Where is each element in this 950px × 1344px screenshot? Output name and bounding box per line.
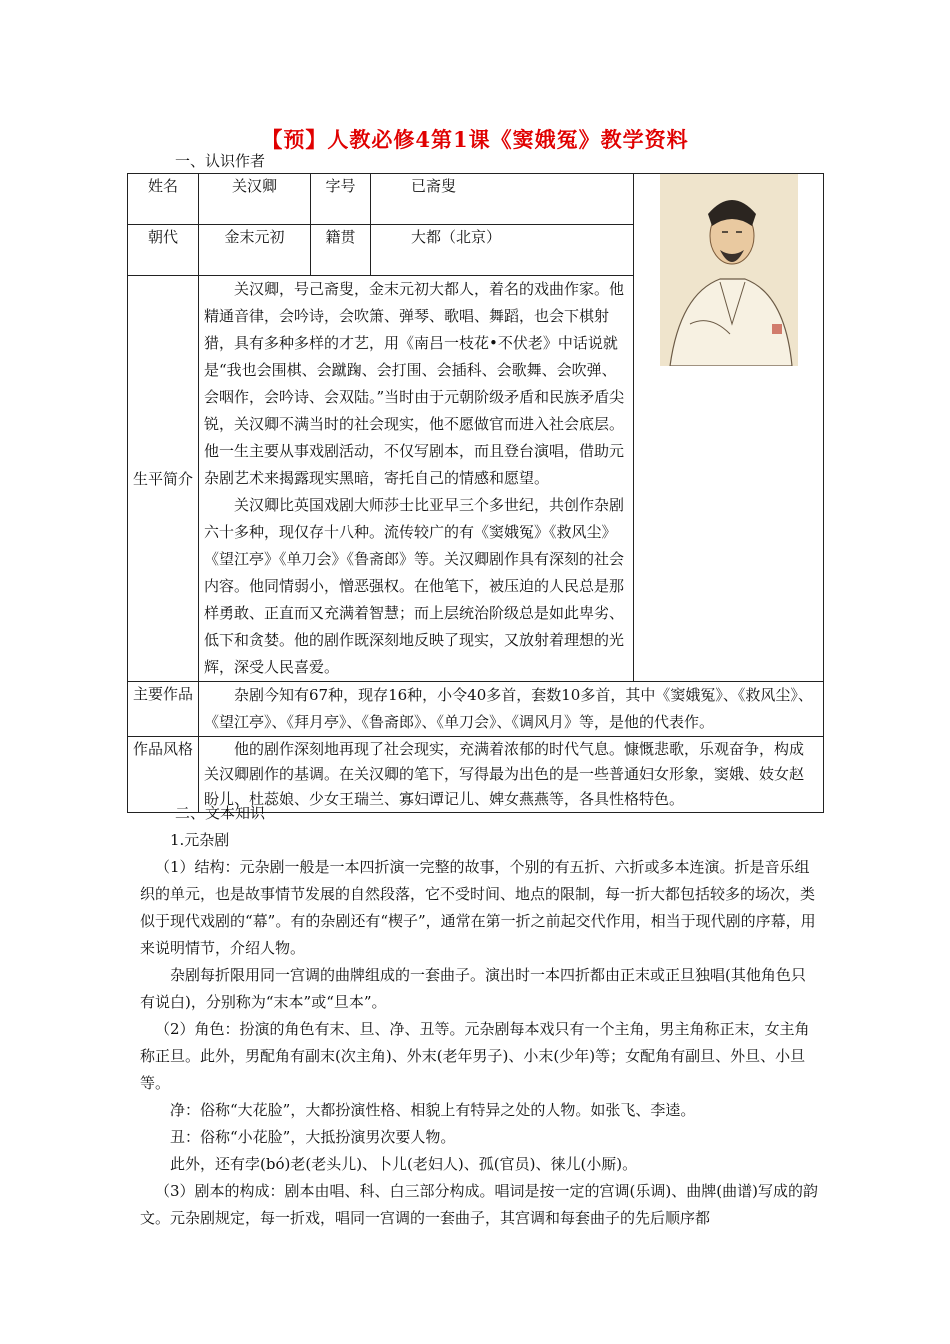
section-heading-author: 一、认识作者 <box>175 152 266 170</box>
paragraph-structure: （1）结构：元杂剧一般是一本四折演一完整的故事，个别的有五折、六折或多本连演。折是音乐组织的单元，也是故事情节发展的自然段落，它不受时间、地点的限制，每一折大都包括较多的场次，类似于现代戏剧的“幕”。有的杂剧还有“楔子”，通常在第一折之前起交代作用，相当于现代剧的序幕，用来说明情节，介绍人物。 <box>140 858 816 957</box>
section-heading-text: 二、文本知识 <box>175 804 266 822</box>
page-title: 【预】人教必修4第1课《窦娥冤》教学资料 <box>261 127 689 152</box>
portrait-cell <box>634 174 824 682</box>
subheading-yuan-zaju: 1.元杂剧 <box>170 831 230 849</box>
courtesy-value: 已斋叟 <box>371 174 634 225</box>
portrait-image <box>660 174 798 366</box>
origin-value: 大都（北京） <box>371 225 634 276</box>
style-value: 他的剧作深刻地再现了社会现实，充满着浓郁的时代气息。慷慨悲歌，乐观奋争，构成关汉卿剧作的基调。在关汉卿的笔下，写得最为出色的是一些普通妇女形象，窦娥、妓女赵盼儿、杜蕊娘、少女王瑞兰、寡妇谭记儿、婢女燕燕等，各具性格特色。 <box>204 740 805 808</box>
works-value: 杂剧今知有67种，现存16种，小令40多首，套数10多首，其中《窦娥冤》、《救风尘》、《望江亭》、《拜月亭》、《鲁斋郎》、《单刀会》、《调风月》等，是他的代表作。 <box>204 686 813 731</box>
dynasty-value: 金末元初 <box>199 225 311 276</box>
paragraph-script: （3）剧本的构成：剧本由唱、科、白三部分构成。唱词是按一定的宫调(乐调)、曲牌(曲谱)写成的韵文。元杂剧规定，每一折戏，唱同一宫调的一套曲子，其宫调和每套曲子的先后顺序都 <box>140 1182 818 1227</box>
author-info-table <box>127 173 824 813</box>
paragraph-roles: （2）角色：扮演的角色有末、旦、净、丑等。元杂剧每本戏只有一个主角，男主角称正末，女主角称正旦。此外，男配角有副末(次主角)、外末(老年男子)、小末(少年)等；女配角有副旦、外旦、小旦等。 <box>140 1020 810 1092</box>
name-label: 姓名 <box>128 174 199 225</box>
bio-paragraph-2: 关汉卿比英国戏剧大师莎士比亚早三个多世纪，共创作杂剧六十多种，现仅存十八种。流传较广的有《窦娥冤》《救风尘》《望江亭》《单刀会》《鲁斋郎》等。关汉卿剧作具有深刻的社会内容。他同情弱小，憎恶强权。在他笔下，被压迫的人民总是那样勇敢、正直而又充满着智慧；而上层统治阶级总是如此卑劣、低下和贪婪。他的剧作既深刻地反映了现实，又放射着理想的光辉，深受人民喜爱。 <box>204 496 625 676</box>
origin-label: 籍贯 <box>311 225 371 276</box>
paragraph-others: 此外，还有孛(bó)老(老头儿)、卜儿(老妇人)、孤(官员)、徕儿(小厮)。 <box>170 1155 638 1173</box>
dynasty-label: 朝代 <box>128 225 199 276</box>
paragraph-chou: 丑：俗称“小花脸”，大抵扮演男次要人物。 <box>170 1128 456 1146</box>
name-value: 关汉卿 <box>199 174 311 225</box>
bio-label: 生平简介 <box>128 276 199 682</box>
style-label: 作品风格 <box>128 737 199 813</box>
courtesy-label: 字号 <box>311 174 371 225</box>
paragraph-jing: 净：俗称“大花脸”，大都扮演性格、相貌上有特异之处的人物。如张飞、李逵。 <box>170 1101 696 1119</box>
bio-paragraph-1: 关汉卿，号己斋叟，金末元初大都人，着名的戏曲作家。他精通音律，会吟诗，会吹箫、弹琴、歌唱、舞蹈，也会下棋射猎，具有多种多样的才艺，用《南吕一枝花•不伏老》中话说就是“我也会围棋、会蹴踘、会打围、会插科、会歌舞、会吹弹、会咽作，会吟诗、会双陆。”当时由于元朝阶级矛盾和民族矛盾尖锐，关汉卿不满当时的社会现实，他不愿做官而进入社会底层。他一生主要从事戏剧活动，不仅写剧本，而且登台演唱，借助元杂剧艺术来揭露现实黑暗，寄托自己的情感和愿望。 <box>204 280 625 487</box>
text-knowledge-section <box>140 800 820 1232</box>
works-label: 主要作品 <box>128 682 199 737</box>
paragraph-tune: 杂剧每折限用同一宫调的曲牌组成的一套曲子。演出时一本四折都由正末或正旦独唱(其他角色只有说白)，分别称为“末本”或“旦本”。 <box>140 966 806 1011</box>
